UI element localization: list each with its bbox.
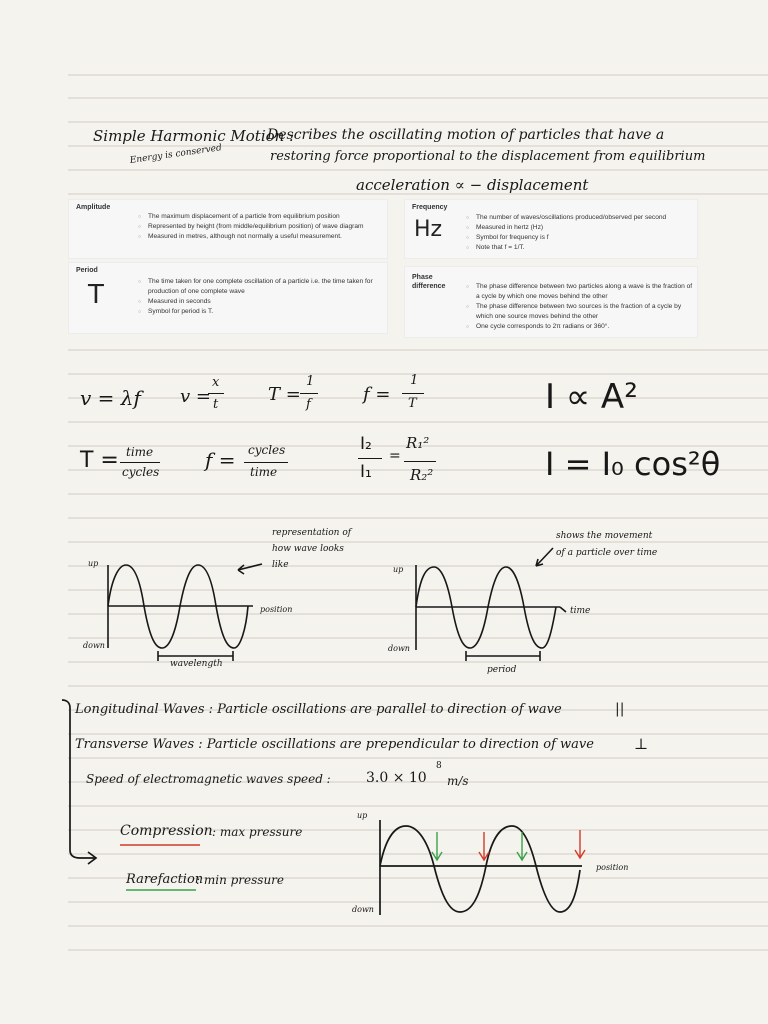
intensity-ratio-numerator: I₂ [360,434,372,454]
graph1-annotation-line3: like [272,560,289,570]
graph2-wave-time [416,548,566,661]
em-speed-label: Speed of electromagnetic waves speed : [86,772,331,786]
period-item: ○ Symbol for period is T. [138,307,383,317]
em-speed-exponent: 8 [436,761,442,771]
graph3-x-label: position [596,863,629,872]
graph1-annotation-line1: representation of [272,528,352,538]
speed-equation-lhs: v = [180,386,211,407]
period-item: ○ The time taken for one complete oscillation of a particle i.e. the time taken for production of one complete wave [138,277,383,297]
frequency-symbol: Hz [414,217,443,242]
transverse-waves-definition: Transverse Waves : Particle oscillations are prependicular to direction of wave [75,737,594,752]
frequency-cycles-numerator: cycles [248,443,286,457]
phase-label-line2: difference [412,283,446,290]
period-time-denominator: cycles [122,465,160,479]
longitudinal-symbol: || [615,701,625,717]
shm-definition-line1: Describes the oscillating motion of particles that have a [267,127,665,143]
wave-equation: v = λf [80,386,141,410]
compression-definition: : max pressure [212,825,303,839]
malus-law: I = I₀ cos²θ [545,445,721,483]
graph2-x-label: time [570,606,591,616]
graph2-annotation-line2: of a particle over time [556,548,658,558]
period-time-numerator: time [126,445,154,459]
frequency-item: ○ Note that f = 1/T. [466,243,694,253]
period-time-lhs: T = [80,448,119,473]
frequency-label: Frequency [412,204,448,211]
period-symbol: T [88,280,104,310]
speed-equation-numerator: x [212,375,220,390]
amplitude-item: ○ Measured in metres, although not normally a useful measurement. [138,232,383,242]
graph3-y-top-label: up [357,811,368,820]
frequency-cycles-denominator: time [250,465,278,479]
graph1-wave-position [108,564,262,661]
rarefaction-term: Rarefaction [126,872,204,887]
phase-item: ○ The phase difference between two particles along a wave is the fraction of a cycle by which one moves behind the other [466,282,694,302]
compression-arrow [575,830,585,858]
radius-ratio-numerator: R₁² [406,434,430,452]
frequency-equation-numerator: 1 [410,373,419,388]
graph3-y-bottom-label: down [352,905,374,914]
intensity-ratio-denominator: I₁ [360,462,372,482]
phase-item: ○ One cycle corresponds to 2π radians or 360°. [466,322,694,332]
period-item: ○ Measured in seconds [138,297,383,307]
shm-title: Simple Harmonic Motion : [93,127,295,145]
graph1-span-label: wavelength [170,659,223,669]
graph1-annotation-line2: how wave looks [272,544,344,554]
period-equation-denominator: f [306,397,311,412]
proportionality-relation: acceleration ∝ − displacement [356,176,589,194]
phase-label-line1: Phase [412,274,433,281]
graph2-y-top-label: up [393,565,404,574]
frequency-item: ○ Symbol for frequency is f [466,233,694,243]
frequency-item: ○ The number of waves/oscillations produced/observed per second [466,213,694,223]
period-equation-numerator: 1 [306,374,315,389]
rarefaction-arrow [432,832,442,860]
period-equation-lhs: T = [268,384,301,405]
radius-ratio-denominator: R₂² [410,466,434,484]
compression-term: Compression [120,823,213,839]
shm-definition-line2: restoring force proportional to the displacement from equilibrium [270,149,706,164]
frequency-item: ○ Measured in hertz (Hz) [466,223,694,233]
intensity-amplitude-relation: I ∝ A² [545,377,638,417]
frequency-equation-lhs: f = [363,384,391,405]
em-speed-value: 3.0 × 10 [366,770,427,786]
graph2-y-bottom-label: down [388,644,410,653]
amplitude-item: ○ Represented by height (from middle/equilibrium position) of wave diagram [138,222,383,232]
longitudinal-waves-definition: Longitudinal Waves : Particle oscillations are parallel to direction of wave [75,702,562,717]
graph1-y-top-label: up [88,559,99,568]
energy-note: Energy is conserved [129,143,223,166]
frequency-equation-denominator: T [408,396,417,411]
rarefaction-definition: : min pressure [196,873,285,887]
graph3-sine-curve [380,826,580,912]
graph1-x-label: position [260,605,293,614]
ratio-equals: = [389,448,401,464]
graph2-annotation-arrow [536,548,553,566]
phase-item: ○ The phase difference between two sources is the fraction of a cycle by which one source moves behind the other [466,302,694,322]
period-label: Period [76,267,98,274]
em-speed-unit: m/s [447,774,469,788]
graph2-annotation-line1: shows the movement [556,531,653,541]
amplitude-item: ○ The maximum displacement of a particle from equilibrium position [138,212,383,222]
frequency-cycles-lhs: f = [205,448,236,472]
transverse-symbol: ⊥ [634,735,649,753]
graph1-y-bottom-label: down [83,641,105,650]
speed-equation-denominator: t [213,397,219,412]
amplitude-label: Amplitude [76,204,111,211]
graph2-span-label: period [487,665,517,675]
